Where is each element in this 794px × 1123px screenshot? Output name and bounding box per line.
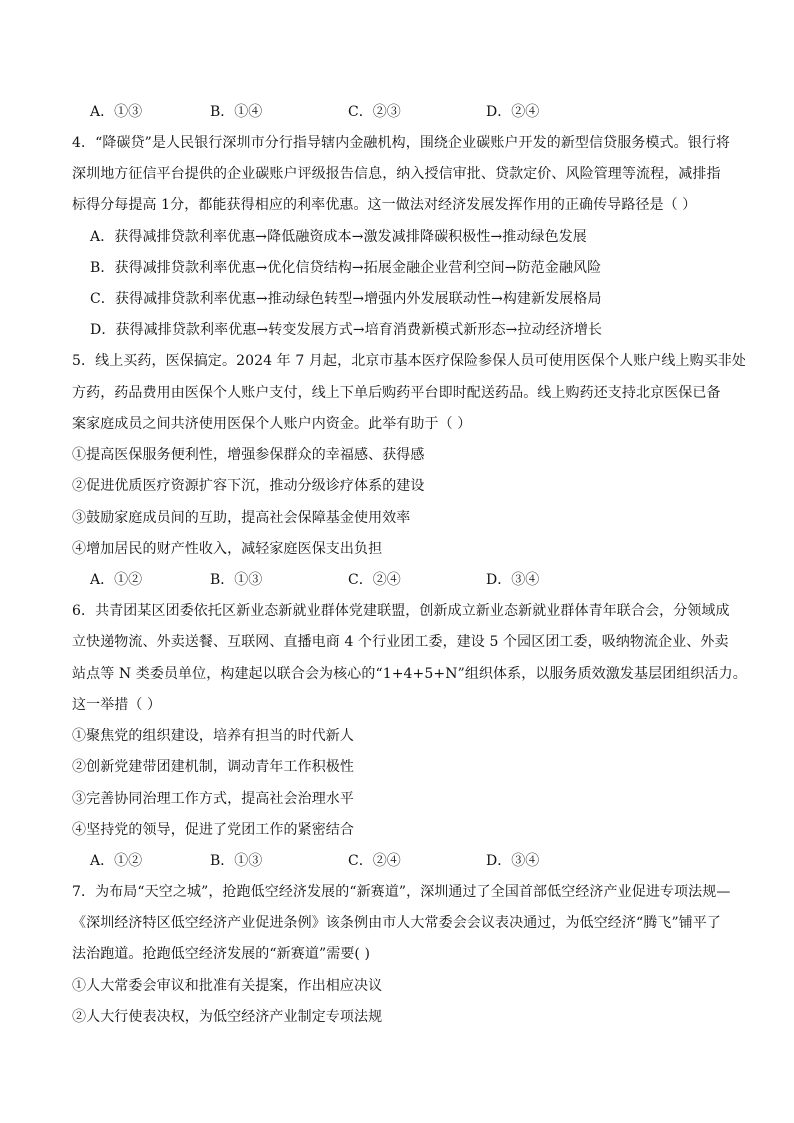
q4-stem-line: 4．“降碳贷”是人民银行深圳市分行指导辖内金融机构，围绕企业碳账户开发的新型信贷服务模式。银行将 [72,135,731,151]
q7-item-1: ①人大常委会审议和批准有关提案，作出相应决议 [72,978,383,994]
q7-item-2: ②人大行使表决权，为低空经济产业制定专项法规 [72,1009,383,1025]
q6-option-a: A．①② [90,853,143,869]
q5-item-4: ④增加居民的财产性收入，减轻家庭医保支出负担 [72,541,383,557]
q6-item-2: ②创新党建带团建机制，调动青年工作积极性 [72,759,354,775]
q5-option-d: D．③④ [486,572,540,588]
q5-stem-line: 方药，药品费用由医保个人账户支付，线上下单后购药平台即时配送药品。线上购药还支持北京医保已备 [72,385,721,401]
q4-choice-d: D．获得减排贷款利率优惠→转变发展方式→培育消费新模式新形态→拉动经济增长 [90,322,603,338]
q4-choice-b: B．获得减排贷款利率优惠→优化信贷结构→拓展金融企业营利空间→防范金融风险 [90,260,602,276]
q6-item-1: ①聚焦党的组织建设，培养有担当的时代新人 [72,728,354,744]
q5-item-2: ②促进优质医疗资源扩容下沉，推动分级诊疗体系的建设 [72,478,425,494]
q4-choice-a: A．获得减排贷款利率优惠→降低融资成本→激发减排降碳积极性→推动绿色发展 [90,229,587,245]
q6-stem-line: 这一举措（ ） [72,697,162,713]
q6-stem-line: 站点等 N 类委员单位，构建起以联合会为核心的“1+4+5+N”组织体系，以服务质效激发基层团组织活力。 [72,666,747,682]
q7-stem-line: 7．为布局“天空之城”，抢跑低空经济发展的“新赛道”，深圳通过了全国首部低空经济产业促进专项法规— [72,884,731,900]
q3-option-a: A．①③ [90,104,143,120]
q5-item-3: ③鼓励家庭成员间的互助，提高社会保障基金使用效率 [72,510,411,526]
q7-stem-line: 《深圳经济特区低空经济产业促进条例》该条例由市人大常委会会议表决通过，为低空经济“腾飞”铺平了 [72,915,722,931]
q5-option-c: C．②④ [348,572,401,588]
q5-option-a: A．①② [90,572,143,588]
q6-item-4: ④坚持党的领导，促进了党团工作的紧密结合 [72,822,354,838]
q5-option-b: B．①③ [210,572,263,588]
q4-stem-line: 标得分每提高 1分，都能获得相应的利率优惠。这一做法对经济发展发挥作用的正确传导路径是（ ） [72,197,697,213]
q3-option-c: C．②③ [348,104,401,120]
q3-option-d: D．②④ [486,104,540,120]
q6-options [90,853,690,869]
q3-option-b: B．①④ [210,104,263,120]
q6-option-c: C．②④ [348,853,401,869]
q6-option-d: D．③④ [486,853,540,869]
q5-item-1: ①提高医保服务便利性，增强参保群众的幸福感、获得感 [72,447,425,463]
q6-option-b: B．①③ [210,853,263,869]
q6-stem-line: 立快递物流、外卖送餐、互联网、直播电商 4 个行业团工委，建设 5 个园区团工委，吸纳物流企业、外卖 [72,634,729,650]
q6-item-3: ③完善协同治理工作方式，提高社会治理水平 [72,791,354,807]
q6-stem-line: 6．共青团某区团委依托区新业态新就业群体党建联盟，创新成立新业态新就业群体青年联合会，分领域成 [72,603,730,619]
q5-stem-line: 案家庭成员之间共济使用医保个人账户内资金。此举有助于（ ） [72,416,472,432]
q3-options [90,104,690,120]
q4-choice-c: C．获得减排贷款利率优惠→推动绿色转型→增强内外发展联动性→构建新发展格局 [90,291,602,307]
q4-stem-line: 深圳地方征信平台提供的企业碳账户评级报告信息，纳入授信审批、贷款定价、风险管理等流程，减排指 [72,166,721,182]
q5-stem-line: 5．线上买药，医保搞定。2024 年 7 月起，北京市基本医疗保险参保人员可使用医保个人账户线上购买非处 [72,353,746,369]
q5-options [90,572,690,588]
q7-stem-line: 法治跑道。抢跑低空经济发展的“新赛道”需要( ) [72,946,371,962]
